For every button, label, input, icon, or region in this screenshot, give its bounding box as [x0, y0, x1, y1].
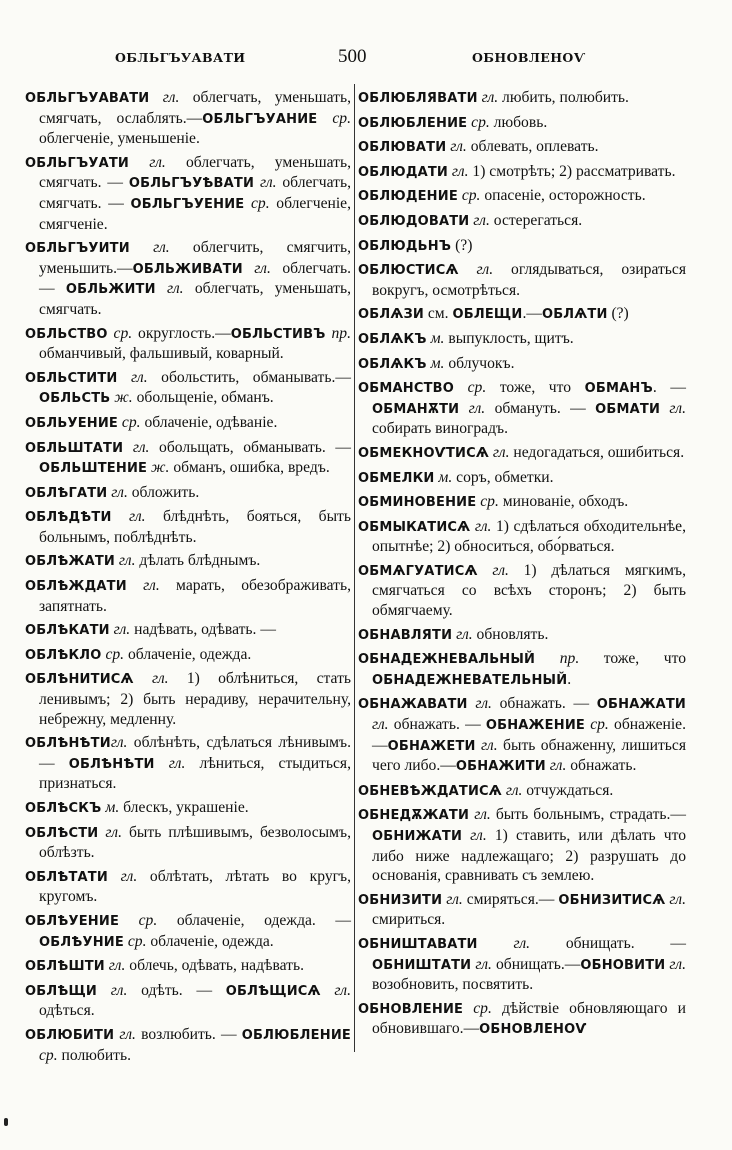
definition-text [112, 508, 129, 525]
grammar-label: гл. [474, 517, 492, 535]
grammar-label: гл. [475, 955, 492, 973]
grammar-label: гл. [446, 890, 463, 908]
dictionary-entry [25, 867, 351, 907]
grammar-label: гл. [143, 577, 160, 595]
headword: ОБНИШТАТИ [372, 957, 472, 973]
definition-text: надѣвать, одѣвать. — [130, 621, 276, 639]
headword: ОБЛЕЩИ [452, 307, 523, 323]
headword: ОБЛѢНѢТИ [68, 756, 155, 772]
headword: ОБЛЬСТИТИ [25, 370, 118, 386]
dictionary-entry [358, 517, 686, 557]
definition-text: округлость.— [132, 324, 231, 342]
grammar-label: гл. [110, 734, 128, 752]
grammar-label: гл. [111, 483, 128, 501]
definition-text: лѣниться, стыдиться, признаться. [39, 754, 351, 793]
running-header [0, 46, 732, 72]
dictionary-entry [25, 733, 351, 794]
page-number: 500 [338, 46, 367, 67]
headword: ОБНЕВѢЖДАТИСѦ [358, 783, 502, 799]
grammar-label: ср. [332, 109, 351, 127]
headword: ОБЛЮСТИСѦ [358, 263, 459, 279]
headword: ОБЛЬГЪУЕНИЕ [130, 196, 245, 212]
headword: ОБЛЬШТАТИ [25, 440, 124, 456]
definition-text: облучокъ. [444, 354, 515, 372]
headword: ОБЛѢКАТИ [25, 623, 110, 639]
dictionary-entry [358, 354, 686, 375]
headword: ОБНАДЕЖНЕВАЛЬНЫЙ [358, 652, 536, 668]
definition-text: обнищать.— [491, 955, 581, 973]
headword: ОБЛѢКЛО [25, 647, 102, 663]
grammar-label: гл. [513, 934, 531, 952]
grammar-label: гл. [450, 138, 467, 156]
definition-text [123, 439, 133, 456]
dictionary-entry [25, 88, 351, 149]
definition-text: облегчать, уменьшать, смягчать. [39, 280, 351, 318]
definition-text: остерегаться. [489, 211, 583, 229]
headword: ОБЛЬШТЕНИЕ [39, 461, 148, 477]
dictionary-entry [358, 694, 686, 776]
definition-text: облегчить, смягчить, уменьшить.— [39, 239, 352, 277]
grammar-label: гл. [505, 781, 523, 799]
definition-text: обложить. [127, 483, 200, 501]
grammar-label: гл. [470, 827, 487, 844]
dictionary-entry [25, 798, 351, 819]
definition-text: .— [522, 305, 542, 323]
headword: ОБЛЬГЪУАТИ [25, 155, 129, 171]
grammar-label: гл. [669, 890, 686, 908]
headword: ОБМИНОВЕНИЕ [358, 495, 477, 511]
headword: ОБНОВЛЕНИЕ [358, 1001, 464, 1017]
headword: ОБМАНСТВО [358, 381, 455, 397]
grammar-label: гл. [118, 552, 136, 570]
definition-text [459, 400, 468, 417]
definition-text: быть обнаженну, лишиться чего либо.— [372, 736, 686, 775]
headword: ОБЛЬСТВО [25, 326, 108, 342]
definition-text: облевать, оплевать. [466, 138, 599, 156]
headword: ОБНАЖЕНИЕ [485, 718, 585, 734]
headword: ОБМѦГУАТИСѦ [358, 563, 478, 579]
grammar-label: гл. [259, 174, 277, 192]
grammar-label: ср. [473, 999, 492, 1017]
dictionary-entry [25, 153, 351, 234]
headword: ОБЛЬУЕНИЕ [25, 415, 119, 431]
definition-text: обнаженіе.— [372, 716, 687, 754]
definition-text: тоже, что [486, 379, 585, 397]
grammar-label: м. [430, 354, 445, 372]
headword: ОБЛЬСТЬ [39, 391, 111, 407]
grammar-label: ср. [105, 645, 125, 663]
headword: ОБМАТИ [595, 401, 661, 417]
headword: ОБЛѢДѢТИ [25, 510, 112, 526]
grammar-label: гл. [468, 399, 486, 417]
grammar-label: гл. [151, 670, 169, 688]
grammar-label: гл. [120, 867, 138, 885]
definition-text: 1) дѣлаться мягкимъ, смягчаться со всѣхъ сторонъ; 2) быть обмягчаему. [372, 561, 687, 620]
headword: ОБЛЬЖИВАТИ [132, 261, 243, 277]
dictionary-entry [25, 438, 351, 479]
dictionary-entry [25, 368, 351, 409]
definition-text [243, 260, 255, 277]
definition-text: обманчивый, фальшивый, коварный. [39, 345, 284, 363]
headword: ОБМАНЪ [584, 381, 653, 397]
definition-text: недогадаться, ошибиться. [509, 443, 685, 461]
grammar-label: гл. [128, 508, 146, 526]
definition-text [118, 369, 132, 386]
dictionary-entry [25, 324, 351, 364]
definition-text: минованіе, обходъ. [498, 493, 629, 511]
headword: ОБНИЗИТИСѦ [558, 892, 666, 908]
definition-text: облѣнѣть, сдѣлаться лѣнивымъ. — [39, 734, 351, 772]
headword: ОБНИЖАТИ [372, 829, 463, 844]
headword: ОБНАДЕЖНЕВАТЕЛЬНЫЙ [372, 672, 568, 688]
definition-text: возлюбить. — [135, 1025, 242, 1043]
definition-text: соръ, обметки. [452, 468, 554, 486]
headword: ОБНОВИТИ [580, 957, 666, 973]
definition-text: облаченіе, одѣваніе. [140, 413, 278, 431]
definition-text [535, 650, 560, 667]
headword: ОБЛЬГЪУАНИЕ [202, 111, 318, 127]
grammar-label: ж. [114, 389, 133, 407]
definition-text: смириться. [372, 911, 446, 929]
grammar-label: гл. [451, 162, 469, 180]
grammar-label: гл. [372, 716, 389, 734]
grammar-label: гл. [132, 438, 150, 456]
grammar-label: гл. [474, 806, 491, 824]
grammar-label: ср. [121, 413, 141, 431]
headword: ОБЛѢЖАТИ [25, 554, 116, 570]
definition-text: см. [423, 305, 453, 323]
grammar-label: гл. [492, 443, 510, 461]
definition-text: смиряться.— [462, 890, 559, 908]
grammar-label: м. [105, 799, 120, 816]
definition-text [478, 935, 514, 952]
definition-text [317, 110, 332, 127]
headword: ОБЛѢТАТИ [25, 869, 108, 885]
grammar-label: гл. [481, 89, 499, 106]
grammar-label: гл. [168, 754, 186, 772]
grammar-label: пр. [331, 324, 351, 342]
headword: ОБМЕКНОѴТИСѦ [358, 445, 489, 461]
headword: ОБНОВЛЕНОѴ [479, 1022, 587, 1038]
dictionary-entry [358, 329, 686, 350]
dictionary-entry [358, 890, 686, 930]
dictionary-entry [358, 211, 686, 232]
definition-text: облегченіе, уменьшеніе. [39, 130, 200, 148]
definition-text: быть плѣшивымъ, безволосымъ, облѣзть. [39, 823, 351, 862]
definition-text: облѣтать, лѣтать во кругъ, кругомъ. [39, 867, 351, 906]
definition-text [149, 89, 162, 106]
definition-text: любить, полюбить. [498, 89, 629, 106]
headword: ОБЛѢЩИ [25, 983, 97, 999]
definition-text: обманъ, ошибка, вредъ. [169, 459, 330, 477]
definition-text [108, 868, 121, 885]
dictionary-entry [25, 551, 351, 572]
dictionary-entry [358, 162, 686, 183]
grammar-label: гл. [167, 280, 184, 298]
definition-text: блѣднѣть, бояться, быть больнымъ, поблѣднѣть. [39, 508, 351, 546]
grammar-label: пр. [559, 650, 580, 668]
headword: ОБНАВЛЯТИ [358, 627, 453, 643]
headword: ОБЛѦКЪ [358, 356, 427, 372]
definition-text: дѣйствіе обновляющаго и обновившаго.— [372, 999, 686, 1038]
definition-text: (?) [607, 305, 629, 323]
definition-text: опасеніе, осторожность. [480, 187, 646, 205]
grammar-label: гл. [475, 695, 492, 713]
definition-text [97, 982, 111, 999]
definition-text [130, 239, 153, 256]
headword: ОБЛѢНИТИСѦ [25, 672, 134, 688]
headword: ОБНИШТАВАТИ [358, 936, 478, 952]
grammar-label: гл. [456, 625, 473, 643]
dictionary-entry [358, 649, 686, 690]
headword: ОБМАНѪТИ [372, 401, 460, 417]
dictionary-entry [25, 1025, 351, 1065]
headword: ОБНАЖИТИ [455, 759, 546, 775]
dictionary-entry [358, 88, 686, 109]
dictionary-entry [25, 238, 351, 319]
grammar-label: гл. [334, 981, 351, 999]
grammar-label: гл. [476, 261, 494, 279]
definition-text [463, 1000, 473, 1017]
grammar-label: гл. [153, 239, 170, 257]
definition-text [459, 261, 477, 278]
definition-text: обольстить, обманывать.— [147, 368, 351, 386]
dictionary-entry [358, 378, 686, 439]
dictionary-entry [358, 492, 686, 513]
definition-text [129, 154, 149, 171]
dictionary-entry [25, 483, 351, 504]
grammar-label: гл. [110, 981, 128, 999]
header-right-headword: ОБНОВЛЕНОѴ [472, 50, 586, 65]
grammar-label: гл. [105, 823, 122, 841]
definition-text: собирать виноградъ. [372, 420, 508, 438]
headword: ОБНАЖАТИ [596, 697, 686, 713]
definition-text: оглядываться, озираться вокругъ, осмотрѣться. [372, 261, 687, 299]
definition-text [155, 755, 169, 772]
definition-text [119, 912, 139, 929]
definition-text: обнажать. [566, 757, 637, 775]
definition-text: облегчать, уменьшать, смягчать, ослаблять.— [39, 89, 351, 127]
dictionary-entry [358, 999, 686, 1040]
grammar-label: ср. [113, 324, 133, 342]
grammar-label: гл. [131, 368, 148, 386]
headword: ОБНИЗИТИ [358, 892, 443, 908]
grammar-label: ср. [251, 194, 270, 212]
dictionary-entry [25, 911, 351, 952]
dictionary-entry [358, 934, 686, 995]
grammar-label: гл. [113, 621, 131, 639]
definition-text: . — [652, 379, 686, 397]
dictionary-entry [25, 669, 351, 729]
grammar-label: ср. [467, 379, 487, 397]
definition-text: быть больнымъ, страдать.— [490, 806, 686, 824]
definition-text: облегчать, смягчать. — [39, 174, 351, 212]
dictionary-entry [25, 823, 351, 863]
column-divider [354, 84, 355, 1052]
grammar-label: м. [438, 468, 453, 486]
grammar-label: ср. [471, 113, 490, 131]
dictionary-entry [358, 805, 686, 885]
definition-text: одѣть. — [127, 981, 226, 999]
definition-text [321, 982, 335, 999]
definition-text [156, 280, 167, 297]
definition-text: . [567, 670, 572, 688]
grammar-label: гл. [119, 1025, 136, 1043]
definition-text: облегченіе, смягченіе. [39, 194, 351, 233]
definition-text: обнажать. — [491, 695, 597, 713]
definition-text: облаченіе, одежда. [124, 645, 252, 663]
headword: ОБЛѢЩИСѦ [225, 983, 321, 999]
headword: ОБЛЮДЕНИЕ [358, 189, 458, 205]
definition-text: возобновить, посвятить. [372, 976, 534, 994]
dictionary-entry [358, 468, 686, 489]
headword: ОБЛЬГЪУѢВАТИ [128, 176, 255, 192]
definition-text: обмануть. — [485, 399, 596, 417]
headword: ОБЛЮДЬНЪ [358, 238, 452, 254]
grammar-label: гл. [669, 399, 686, 417]
definition-text: обольщеніе, обманъ. [132, 389, 274, 407]
headword: ОБЛЬГЪУАВАТИ [25, 91, 150, 106]
dictionary-entry [25, 645, 351, 666]
definition-text: выпуклость, щитъ. [444, 329, 574, 347]
definition-text: обнажать. — [388, 716, 486, 734]
definition-text: блескъ, украшеніе. [119, 799, 249, 816]
definition-text: 1) сдѣлаться обходительнѣе, опытнѣе; 2) обноситься, обо́рваться. [372, 517, 686, 556]
grammar-label: гл. [149, 153, 166, 171]
headword: ОБЛЬСТИВЪ [230, 326, 326, 342]
margin-ink-speck [4, 1118, 8, 1126]
grammar-label: ср. [39, 1046, 58, 1064]
headword: ОБЛЮБЛЕНИЕ [241, 1027, 351, 1043]
definition-text [127, 577, 143, 594]
definition-text: отчуждаться. [522, 781, 614, 799]
dictionary-entry [25, 981, 351, 1021]
grammar-label: гл. [162, 89, 180, 106]
definition-text: полюбить. [57, 1046, 131, 1064]
definition-text: обольщать, обманывать. — [149, 438, 351, 456]
grammar-label: гл. [254, 259, 271, 277]
definition-text [462, 827, 470, 844]
definition-text: облечь, одѣвать, надѣвать. [125, 957, 304, 975]
grammar-label: ср. [127, 932, 147, 950]
headword: ОБНЕДѪЖАТИ [358, 808, 470, 824]
definition-text: обнищать. — [530, 934, 686, 952]
headword: ОБЛѢУЕНИЕ [25, 913, 120, 929]
definition-text: одѣться. [39, 1002, 95, 1020]
definition-text: облегчать. — [39, 259, 351, 298]
headword: ОБНАЖАВАТИ [358, 697, 468, 713]
definition-text: любовь. [489, 113, 548, 131]
dictionary-entry [358, 304, 686, 325]
definition-text: облегчать, уменьшать, смягчать. — [39, 153, 351, 192]
grammar-label: ср. [590, 716, 609, 734]
dictionary-entry [25, 576, 351, 616]
definition-text: дѣлать блѣднымъ. [135, 552, 261, 570]
headword: ОБЛЮДАТИ [358, 164, 449, 180]
grammar-label: гл. [492, 561, 509, 579]
headword: ОБЛѦЗИ [358, 307, 424, 323]
definition-text: 1) ставить, или дѣлать что либо ниже надлежащаго; 2) разрушать до основанія, сравнивать съ землею. [372, 827, 686, 885]
grammar-label: ср. [480, 493, 499, 511]
headword: ОБЛЮБЛЕНИЕ [358, 115, 468, 131]
headword: ОБЛЬЖИТИ [65, 282, 156, 298]
left-column [25, 88, 351, 1069]
dictionary-entry [358, 186, 686, 207]
dictionary-entry [358, 260, 686, 300]
dictionary-entry [25, 507, 351, 547]
grammar-label: ср. [461, 187, 481, 205]
definition-text: тоже, что [579, 650, 687, 668]
headword: ОБЛѢНѢТИ [25, 736, 111, 752]
headword: ОБЛѢУНИЕ [39, 934, 124, 950]
dictionary-entry [25, 620, 351, 641]
definition-text: 1) облѣниться, стать ленивымъ; 2) быть нерадиву, нерачительну, небрежну, медленну. [39, 670, 351, 728]
dictionary-entry [25, 413, 351, 434]
headword: ОБНАЖЕТИ [387, 738, 476, 754]
dictionary-entry [358, 137, 686, 158]
dictionary-entry [25, 956, 351, 977]
grammar-label: гл. [669, 955, 686, 973]
definition-text: (?) [451, 236, 473, 254]
grammar-label: гл. [108, 957, 126, 975]
definition-text: облаченіе, одежда. — [157, 911, 352, 929]
grammar-label: ж. [151, 459, 170, 477]
grammar-label: гл. [549, 757, 567, 775]
right-column [358, 88, 686, 1044]
definition-text: облаченіе, одежда. [146, 932, 274, 950]
definition-text: обновлять. [472, 625, 549, 643]
dictionary-entry [358, 561, 686, 621]
definition-text: марать, обезображивать, запятнать. [39, 577, 351, 615]
headword: ОБЛѦКЪ [358, 331, 427, 347]
headword: ОБЛѢШТИ [25, 959, 105, 975]
headword: ОБЛѢГАТИ [25, 485, 108, 501]
grammar-label: гл. [481, 736, 498, 754]
headword: ОБЛѢСТИ [25, 825, 99, 841]
headword: ОБЛѢСКЪ [25, 801, 102, 816]
definition-text [478, 562, 493, 579]
headword: ОБМЫКАТИСѦ [358, 519, 471, 535]
headword: ОБЛѦТИ [541, 307, 608, 323]
headword: ОБЛЮДОВАТИ [358, 213, 470, 229]
dictionary-entry [358, 781, 686, 802]
grammar-label: ср. [138, 911, 158, 929]
headword: ОБЛѢЖДАТИ [25, 579, 127, 595]
headword: ОБЛЬГЪУИТИ [25, 241, 130, 257]
headword: ОБЛЮБЛЯВАТИ [358, 91, 478, 106]
header-left-headword: ОБЛЬГЪУАВАТИ [115, 50, 246, 65]
dictionary-entry [358, 625, 686, 646]
dictionary-entry [358, 113, 686, 134]
dictionary-entry [358, 236, 686, 257]
headword: ОБЛЮВАТИ [358, 140, 447, 156]
definition-text: 1) смотрѣть; 2) рассматривать. [468, 162, 676, 180]
grammar-label: м. [430, 329, 445, 347]
dictionary-entry [358, 443, 686, 464]
headword: ОБЛЮБИТИ [25, 1027, 115, 1043]
definition-text [454, 379, 468, 396]
headword: ОБМЕЛКИ [358, 470, 435, 486]
grammar-label: гл. [473, 211, 490, 229]
definition-text [134, 670, 152, 687]
